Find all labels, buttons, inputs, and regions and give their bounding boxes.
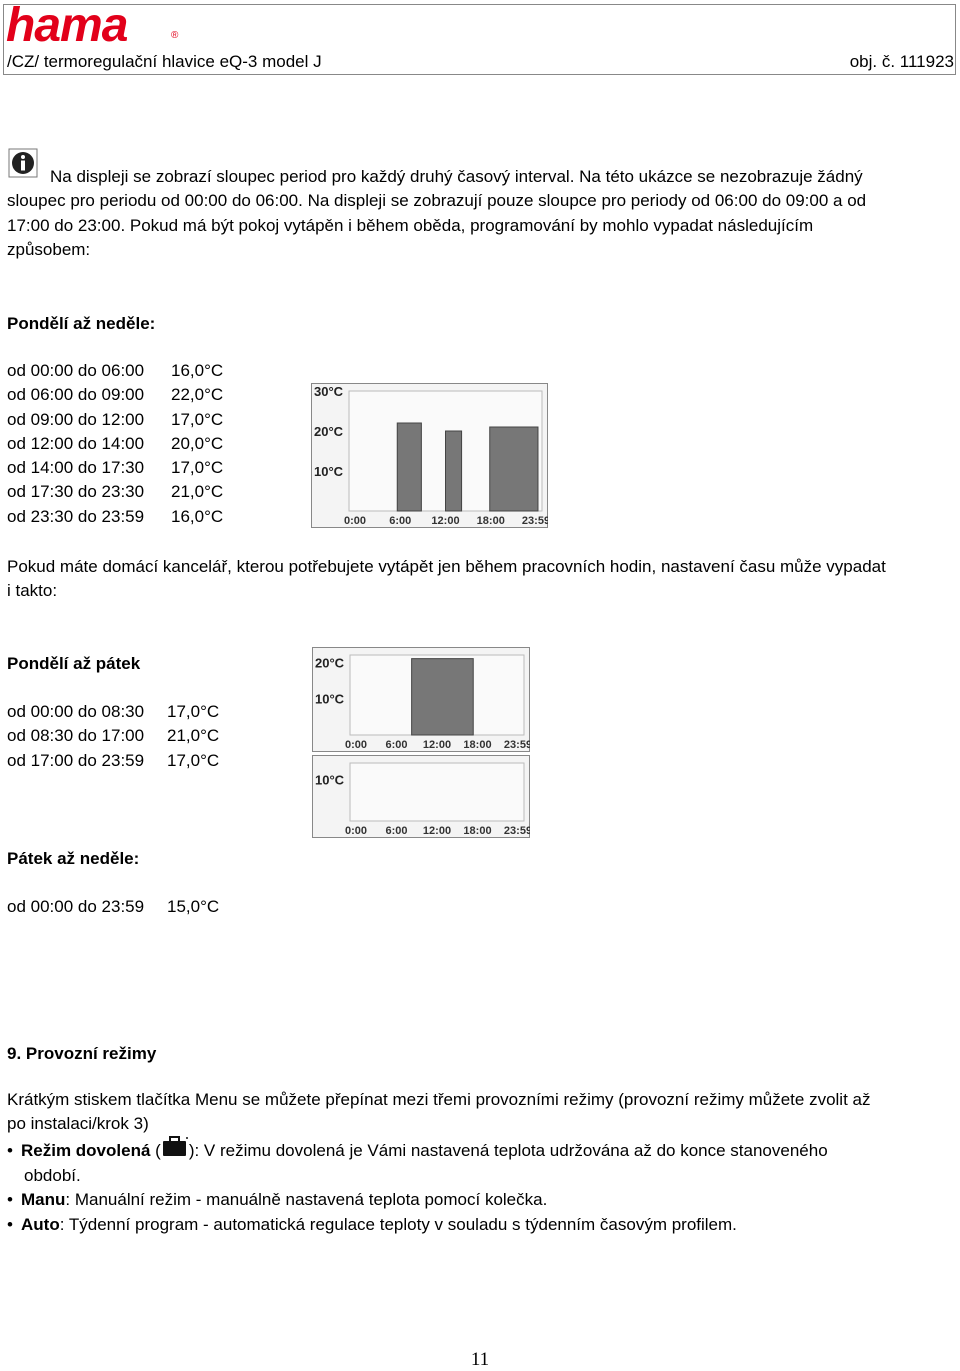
office-paragraph-line1: Pokud máte domácí kancelář, kterou potřebujete vytápět jen během pracovních hodin, nastavení času může vypadat	[7, 557, 886, 576]
temperature-bar	[412, 659, 474, 735]
mode-description: V režimu dovolená je Vámi nastavená teplota udržována až do konce stanoveného	[199, 1141, 828, 1160]
schedule-list-mon-fri	[7, 700, 219, 773]
schedule-heading-mon-fri: Pondělí až pátek	[7, 654, 141, 673]
schedule-row	[7, 700, 219, 724]
x-tick-label: 6:00	[385, 825, 408, 837]
x-tick-label: 6:00	[385, 739, 408, 751]
schedule-time: od 17:30 do 23:30	[7, 482, 145, 502]
mode-item-vacation	[7, 1136, 952, 1188]
x-tick-label: 18:00	[476, 515, 505, 527]
info-paragraph-line3: 17:00 do 23:00. Pokud má být pokoj vytápěn i během oběda, programování by mohlo vypadat následujícím	[7, 216, 814, 235]
registered-mark: ®	[171, 30, 179, 41]
schedule-row	[7, 408, 223, 432]
order-number: obj. č. 111923	[849, 52, 954, 71]
mode-paren-open: (	[150, 1141, 161, 1160]
x-tick-label: 6:00	[389, 515, 412, 527]
mode-name: Manu	[21, 1190, 66, 1209]
schedule-time: od 08:30 do 17:00	[7, 726, 145, 746]
chart-fri-sun	[312, 755, 530, 838]
schedule-temp: 17,0°C	[167, 702, 220, 721]
schedule-heading-fri-sun: Pátek až neděle:	[7, 849, 140, 868]
mode-description: : Týdenní program - automatická regulace teploty v souladu s týdenním časovým profilem.	[59, 1214, 737, 1234]
x-tick-label: 23:59	[521, 515, 548, 527]
schedule-temp: 20,0°C	[171, 433, 224, 453]
y-tick-label: 10°C	[315, 772, 345, 788]
schedule-time: od 17:00 do 23:59	[7, 750, 145, 770]
y-tick-label: 20°C	[315, 655, 345, 671]
temperature-bar	[446, 431, 462, 511]
mode-item-auto	[7, 1213, 952, 1238]
schedule-row	[7, 505, 223, 529]
schedule-time: od 23:30 do 23:59	[7, 506, 145, 526]
chart-mon-sun-svg	[311, 383, 548, 528]
schedule-temp: 16,0°C	[171, 361, 224, 380]
mode-name: Auto	[21, 1214, 60, 1234]
x-tick-label: 18:00	[463, 739, 492, 751]
office-paragraph-line2: i takto:	[7, 581, 58, 600]
schedule-temp: 17,0°C	[171, 409, 224, 429]
schedule-row	[7, 456, 223, 480]
info-icon	[8, 148, 38, 178]
mode-description: : Manuální režim - manuálně nastavená teplota pomocí kolečka.	[65, 1190, 548, 1209]
schedule-heading-mon-sun: Pondělí až neděle:	[7, 314, 156, 333]
plot-area	[350, 763, 524, 821]
schedule-time: od 00:00 do 08:30	[7, 702, 145, 721]
schedule-time: od 14:00 do 17:30	[7, 458, 145, 478]
section-intro-line2: po instalaci/krok 3)	[7, 1114, 149, 1133]
schedule-list-mon-sun	[7, 359, 223, 529]
schedule-row	[7, 359, 223, 383]
temperature-bar	[490, 427, 538, 511]
schedule-temp: 21,0°C	[167, 726, 220, 746]
schedule-row	[7, 480, 223, 504]
x-tick-label: 23:59	[503, 825, 530, 837]
schedule-temp: 21,0°C	[171, 482, 224, 502]
bullet: •	[7, 1214, 13, 1234]
schedule-time: od 00:00 do 06:00	[7, 361, 145, 380]
schedule-time: od 00:00 do 23:59	[7, 897, 145, 916]
section-title: 9. Provozní režimy	[7, 1044, 157, 1063]
mode-item-manu	[7, 1188, 952, 1213]
schedule-temp: 22,0°C	[171, 385, 224, 405]
schedule-time: od 12:00 do 14:00	[7, 433, 145, 453]
x-tick-label: 0:00	[344, 739, 368, 751]
schedule-row	[7, 724, 219, 748]
chart-fri-sun-svg	[312, 755, 530, 838]
y-tick-label: 10°C	[315, 691, 345, 707]
temperature-bar	[397, 423, 421, 511]
mode-name: Režim dovolená	[21, 1141, 151, 1160]
mode-list	[7, 1136, 952, 1237]
schedule-row	[7, 432, 223, 456]
y-tick-label: 20°C	[314, 424, 344, 439]
page-number: 11	[470, 1349, 490, 1370]
schedule-row	[7, 749, 219, 773]
chart-mon-fri-svg	[312, 647, 530, 752]
hama-logo: hama	[6, 0, 128, 52]
schedule-temp: 17,0°C	[167, 750, 220, 770]
chart-mon-fri	[312, 647, 530, 752]
schedule-row	[7, 383, 223, 407]
schedule-time: od 06:00 do 09:00	[7, 385, 145, 405]
mode-description-continued: období.	[24, 1165, 81, 1185]
x-tick-label: 12:00	[422, 825, 452, 837]
suitcase-icon	[161, 1136, 189, 1158]
x-tick-label: 0:00	[343, 515, 367, 527]
bullet: •	[7, 1141, 13, 1160]
bullet: •	[7, 1190, 13, 1209]
schedule-temp: 17,0°C	[171, 458, 224, 478]
x-tick-label: 0:00	[344, 825, 368, 837]
x-tick-label: 23:59	[503, 739, 530, 751]
schedule-temp: 16,0°C	[171, 506, 224, 526]
schedule-list-fri-sun	[7, 895, 219, 919]
x-tick-label: 12:00	[431, 515, 460, 527]
x-tick-label: 12:00	[422, 739, 452, 751]
mode-paren-close: ):	[188, 1141, 200, 1160]
x-tick-label: 18:00	[463, 825, 492, 837]
document-title: /CZ/ termoregulační hlavice eQ-3 model J	[7, 52, 322, 71]
schedule-time: od 09:00 do 12:00	[7, 409, 145, 429]
info-paragraph-line4: způsobem:	[7, 240, 91, 259]
y-tick-label: 30°C	[314, 384, 344, 399]
info-paragraph-line1: Na displeji se zobrazí sloupec period pro každý druhý časový interval. Na této ukázce se nezobrazuje žádný	[50, 167, 863, 186]
schedule-row	[7, 895, 219, 919]
chart-mon-sun	[311, 383, 548, 528]
y-tick-label: 10°C	[314, 464, 344, 479]
info-paragraph-line2: sloupec pro periodu od 00:00 do 06:00. Na displeji se zobrazují pouze sloupce pro periody od 06:00 do 09:00 a od	[7, 191, 867, 210]
schedule-temp: 15,0°C	[167, 897, 220, 916]
section-intro-line1: Krátkým stiskem tlačítka Menu se můžete přepínat mezi třemi provozními režimy (provozní režimy můžete zvolit až	[7, 1090, 871, 1109]
